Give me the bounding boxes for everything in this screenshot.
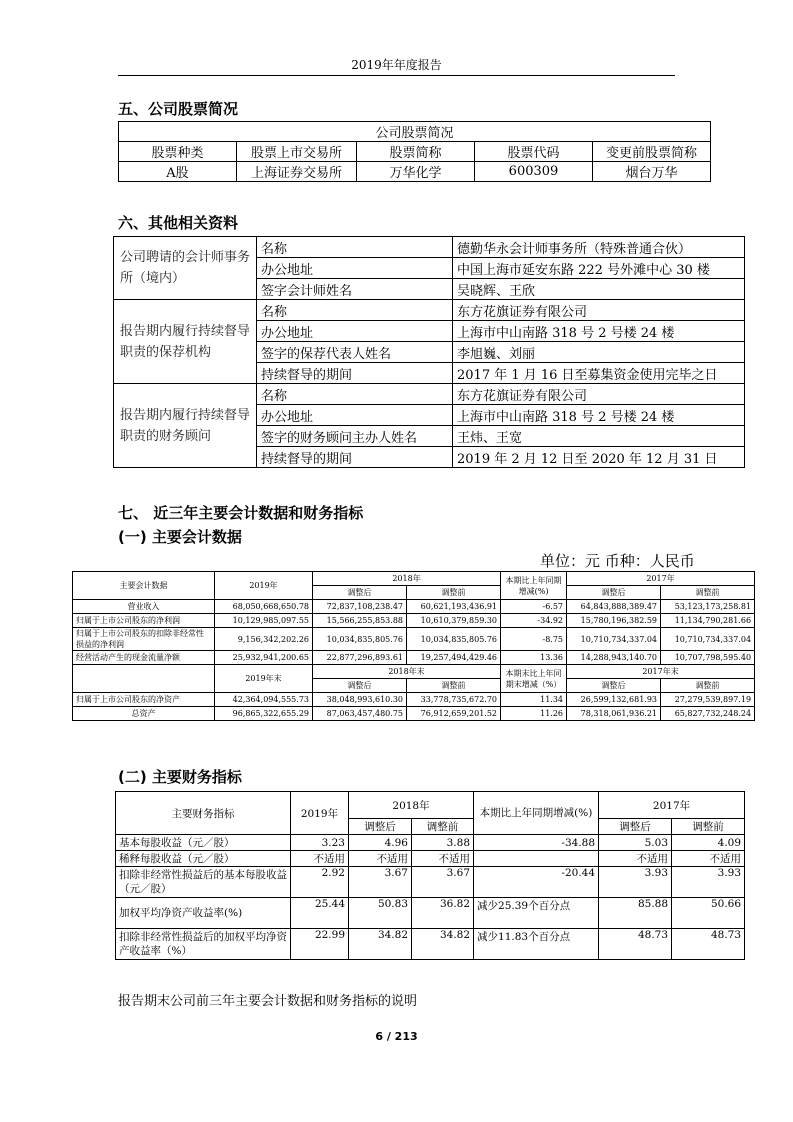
cell: 10,710,734,337.04	[567, 628, 661, 651]
cell: 不适用	[349, 851, 412, 867]
header-cell: 2018年	[349, 792, 474, 819]
table-row	[116, 835, 745, 851]
table-row	[73, 693, 755, 707]
cell	[73, 665, 215, 693]
header-cell: 股票简称	[357, 142, 475, 162]
table-row	[73, 600, 755, 614]
table-row	[116, 867, 745, 898]
cell: 65,827,732,248.24	[661, 707, 755, 721]
header-cell: 调整后	[567, 679, 661, 693]
cell: 26,599,132,681.93	[567, 693, 661, 707]
table-row	[114, 384, 745, 405]
cell: 名称	[257, 384, 453, 405]
cell: 办公地址	[257, 405, 453, 426]
cell: 不适用	[599, 851, 672, 867]
cell: 办公地址	[257, 258, 453, 279]
header-cell: 主要会计数据	[73, 572, 215, 600]
cell: 3.67	[349, 867, 412, 898]
cell: 基本每股收益（元／股）	[116, 835, 291, 851]
cell: 扣除非经常性损益后的基本每股收益（元／股）	[116, 867, 291, 898]
cell: 上海市中山南路 318 号 2 号楼 24 楼	[453, 405, 745, 426]
cell: 15,566,255,853.88	[313, 614, 407, 628]
cell: 33,778,735,672.70	[407, 693, 501, 707]
cell: 36.82	[412, 898, 474, 929]
cell: 38,048,993,610.30	[313, 693, 407, 707]
related-info-table	[113, 236, 745, 468]
cell: -34.92	[501, 614, 567, 628]
stock-table-caption: 公司股票简况	[119, 122, 711, 142]
cell: 14,288,943,140.70	[567, 651, 661, 665]
cell: 96,865,322,655.29	[215, 707, 313, 721]
cell: 4.96	[349, 835, 412, 851]
header-cell: 调整前	[412, 819, 474, 835]
header-cell: 变更前股票简称	[593, 142, 711, 162]
header-cell: 股票上市交易所	[237, 142, 357, 162]
cell: 25.44	[291, 898, 349, 929]
cell: 87,063,457,480.75	[313, 707, 407, 721]
cell	[474, 851, 599, 867]
cell: 34.82	[349, 929, 412, 960]
cell: 2.92	[291, 867, 349, 898]
unit-note: 单位：元 币种：人民币	[540, 552, 695, 570]
cell: 600309	[475, 162, 593, 182]
cell: 60,621,193,436.91	[407, 600, 501, 614]
cell: 50.66	[672, 898, 745, 929]
cell: 归属于上市公司股东的扣除非经常性损益的净利润	[73, 628, 215, 651]
cell: 10,707,798,595.40	[661, 651, 755, 665]
cell: 15,780,196,382.59	[567, 614, 661, 628]
accounting-data-table	[72, 571, 755, 721]
cell: 34.82	[412, 929, 474, 960]
table-row	[73, 614, 755, 628]
cell: 吴晓辉、王欣	[453, 279, 745, 300]
stock-table-header	[119, 142, 711, 162]
cell: 签字的保荐代表人姓名	[257, 342, 453, 363]
cell: 德勤华永会计师事务所（特殊普通合伙）	[453, 237, 745, 258]
header-cell: 股票代码	[475, 142, 593, 162]
cell: -8.75	[501, 628, 567, 651]
cell: 10,034,835,805.76	[407, 628, 501, 651]
group-label: 报告期内履行持续督导职责的财务顾问	[114, 384, 257, 468]
cell: 加权平均净资产收益率(%)	[116, 898, 291, 929]
cell: 4.09	[672, 835, 745, 851]
header-cell: 调整后	[567, 586, 661, 600]
cell: 3.23	[291, 835, 349, 851]
cell: 烟台万华	[593, 162, 711, 182]
cell: 48.73	[599, 929, 672, 960]
header-cell: 调整前	[672, 819, 745, 835]
header-cell: 调整前	[661, 679, 755, 693]
header-cell: 调整前	[407, 679, 501, 693]
cell: 万华化学	[357, 162, 475, 182]
cell: 归属于上市公司股东的净利润	[73, 614, 215, 628]
cell: -6.57	[501, 600, 567, 614]
cell: 减少11.83个百分点	[474, 929, 599, 960]
cell: 9,156,342,202.26	[215, 628, 313, 651]
header-cell: 本期比上年同期增减(%)	[501, 572, 567, 600]
header-cell: 2017年末	[567, 665, 755, 679]
cell: 扣除非经常性损益后的加权平均净资产收益率（%）	[116, 929, 291, 960]
cell: 10,610,379,859.30	[407, 614, 501, 628]
cell: 持续督导的期间	[257, 363, 453, 384]
section5-title: 五、公司股票简况	[118, 100, 239, 118]
cell: 10,710,734,337.04	[661, 628, 755, 651]
cell: 27,279,539,897.19	[661, 693, 755, 707]
section7-title: 七、 近三年主要会计数据和财务指标	[118, 504, 364, 522]
cell: 5.03	[599, 835, 672, 851]
cell: 11.26	[501, 707, 567, 721]
table-row	[116, 929, 745, 960]
cell: 3.93	[672, 867, 745, 898]
table-row	[119, 162, 711, 182]
header-cell: 调整前	[661, 586, 755, 600]
header-cell: 2019年	[215, 572, 313, 600]
cell: 22.99	[291, 929, 349, 960]
header-cell: 主要财务指标	[116, 792, 291, 835]
header-cell: 调整后	[313, 586, 407, 600]
cell: 11.34	[501, 693, 567, 707]
cell: A股	[119, 162, 237, 182]
cell: 50.83	[349, 898, 412, 929]
cell: 53,123,173,258.81	[661, 600, 755, 614]
cell: 78,318,061,936.21	[567, 707, 661, 721]
header-cell: 股票种类	[119, 142, 237, 162]
cell: 11,134,790,281.66	[661, 614, 755, 628]
cell: 10,034,835,805.76	[313, 628, 407, 651]
cell: 名称	[257, 300, 453, 321]
subsection1-title: (一) 主要会计数据	[118, 528, 242, 546]
cell: 25,932,941,200.65	[215, 651, 313, 665]
table-row	[116, 851, 745, 867]
cell: 42,364,094,555.73	[215, 693, 313, 707]
stock-info-table	[118, 121, 711, 182]
cell: 东方花旗证券有限公司	[453, 300, 745, 321]
report-header: 2019年年度报告	[351, 58, 442, 72]
header-cell: 调整后	[313, 679, 407, 693]
table-row	[73, 628, 755, 651]
group-label: 公司聘请的会计师事务所（境内）	[114, 237, 257, 300]
cell: 签字的财务顾问主办人姓名	[257, 426, 453, 447]
group-label: 报告期内履行持续督导职责的保荐机构	[114, 300, 257, 384]
cell: 营业收入	[73, 600, 215, 614]
cell: 名称	[257, 237, 453, 258]
cell: -34.88	[474, 835, 599, 851]
cell: 签字会计师姓名	[257, 279, 453, 300]
cell: 3.67	[412, 867, 474, 898]
cell: 10,129,985,097.55	[215, 614, 313, 628]
cell: 稀释每股收益（元／股）	[116, 851, 291, 867]
cell: 76,912,659,201.52	[407, 707, 501, 721]
cell: 2017 年 1 月 16 日至募集资金使用完毕之日	[453, 363, 745, 384]
cell: 经营活动产生的现金流量净额	[73, 651, 215, 665]
explanation-note: 报告期末公司前三年主要会计数据和财务指标的说明	[118, 994, 418, 1009]
cell: 48.73	[672, 929, 745, 960]
cell: 上海证券交易所	[237, 162, 357, 182]
header-cell: 2019年末	[215, 665, 313, 693]
cell: 归属于上市公司股东的净资产	[73, 693, 215, 707]
cell: 64,843,888,389.47	[567, 600, 661, 614]
cell: 总资产	[73, 707, 215, 721]
header-cell: 调整前	[407, 586, 501, 600]
cell: 68,050,668,650.78	[215, 600, 313, 614]
header-cell: 调整后	[349, 819, 412, 835]
cell: -20.44	[474, 867, 599, 898]
cell: 减少25.39个百分点	[474, 898, 599, 929]
table-row	[73, 651, 755, 665]
header-cell: 调整后	[599, 819, 672, 835]
header-cell: 本期末比上年同期末增减（%）	[501, 665, 567, 693]
header-cell: 2018年末	[313, 665, 501, 679]
table-row	[73, 707, 755, 721]
header-rule	[118, 75, 675, 76]
cell: 13.36	[501, 651, 567, 665]
section6-title: 六、其他相关资料	[118, 214, 239, 232]
cell: 不适用	[672, 851, 745, 867]
cell: 3.93	[599, 867, 672, 898]
cell: 85.88	[599, 898, 672, 929]
cell: 3.88	[412, 835, 474, 851]
header-cell: 2017年	[599, 792, 745, 819]
table-row	[114, 300, 745, 321]
cell: 办公地址	[257, 321, 453, 342]
cell: 19,257,494,429.46	[407, 651, 501, 665]
header-cell: 2018年	[313, 572, 501, 586]
cell: 2019 年 2 月 12 日至 2020 年 12 月 31 日	[453, 447, 745, 468]
table-row	[116, 898, 745, 929]
header-cell: 2019年	[291, 792, 349, 835]
subsection2-title: (二) 主要财务指标	[118, 768, 242, 786]
header-cell: 2017年	[567, 572, 755, 586]
cell: 李旭巍、刘丽	[453, 342, 745, 363]
cell: 王炜、王宽	[453, 426, 745, 447]
cell: 不适用	[291, 851, 349, 867]
cell: 东方花旗证券有限公司	[453, 384, 745, 405]
cell: 不适用	[412, 851, 474, 867]
financial-indicators-table	[115, 791, 745, 960]
cell: 上海市中山南路 318 号 2 号楼 24 楼	[453, 321, 745, 342]
page-number: 6 / 213	[375, 1030, 418, 1043]
header-cell: 本期比上年同期增减(%)	[474, 792, 599, 835]
cell: 22,877,296,893.61	[313, 651, 407, 665]
cell: 中国上海市延安东路 222 号外滩中心 30 楼	[453, 258, 745, 279]
table-row	[114, 237, 745, 258]
cell: 持续督导的期间	[257, 447, 453, 468]
cell: 72,837,108,238.47	[313, 600, 407, 614]
